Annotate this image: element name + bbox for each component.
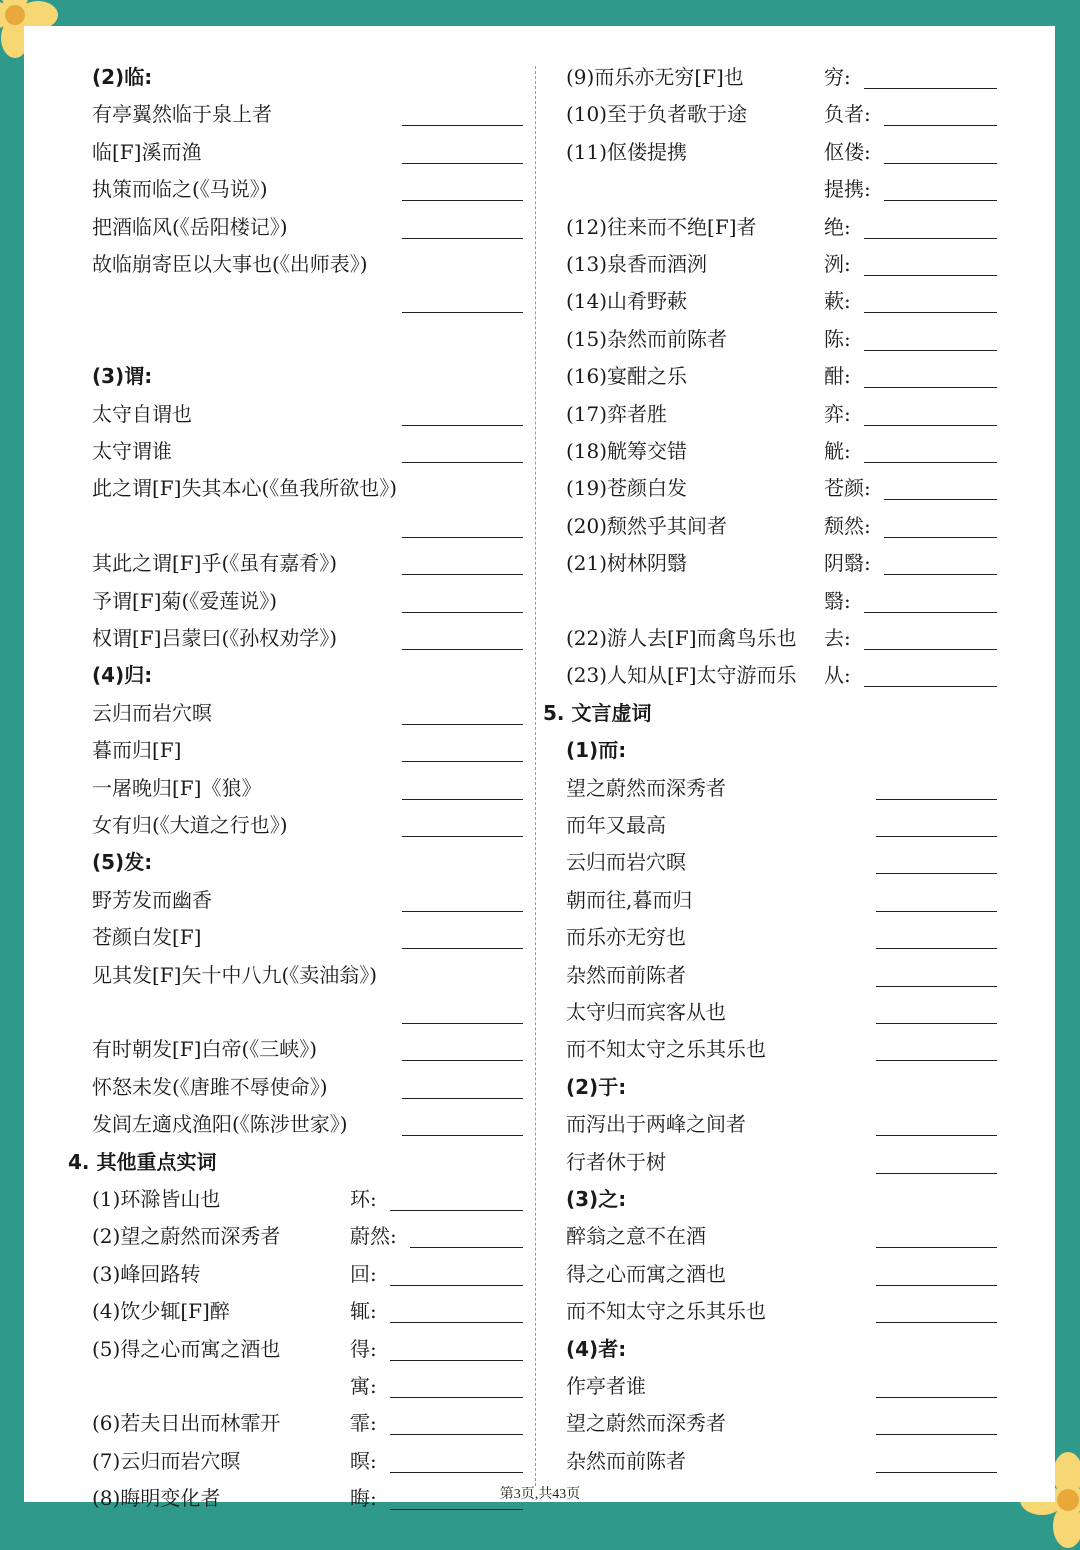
right_column-row: [566, 586, 997, 616]
left_column-row: [92, 1334, 523, 1364]
item-text: (14)山肴野蔌: [566, 289, 688, 314]
answer-blank[interactable]: [876, 836, 997, 837]
answer-blank[interactable]: [876, 986, 997, 987]
answer-blank[interactable]: [402, 649, 523, 650]
answer-blank[interactable]: [864, 312, 997, 313]
left_column-row: [92, 1184, 523, 1214]
subsection-heading: (3)谓:: [92, 364, 153, 389]
answer-blank[interactable]: [402, 125, 523, 126]
item-text: 作亭者谁: [566, 1374, 646, 1398]
right_column-row: [566, 249, 997, 279]
right_column-row: [566, 960, 997, 990]
item-text: (16)宴酣之乐: [566, 364, 688, 389]
item-text: 而泻出于两峰之间者: [566, 1112, 746, 1137]
answer-blank[interactable]: [402, 537, 523, 538]
answer-key-label: 得:: [350, 1336, 377, 1361]
right_column-row: [566, 885, 997, 915]
item-text: 而年又最高: [566, 813, 666, 837]
answer-blank[interactable]: [390, 1509, 523, 1510]
answer-blank[interactable]: [864, 275, 997, 276]
item-text: 杂然而前陈者: [566, 1448, 686, 1473]
left_column-row: [92, 324, 523, 354]
answer-key-label: 翳:: [824, 588, 851, 613]
right_column-row: [566, 1147, 997, 1177]
section-heading: 4. 其他重点实词: [68, 1149, 217, 1174]
right_column-row: [543, 698, 997, 728]
right_column-row: [566, 810, 997, 840]
item-text: (15)杂然而前陈者: [566, 326, 728, 351]
left_column-row: [92, 137, 523, 167]
answer-blank[interactable]: [864, 462, 997, 463]
answer-key-label: 蔌:: [824, 289, 851, 314]
left_column-row: [92, 810, 523, 840]
left_column-row: [92, 548, 523, 578]
answer-blank[interactable]: [864, 88, 997, 89]
left_column-row: [92, 1371, 523, 1401]
answer-blank[interactable]: [390, 1322, 523, 1323]
item-text: 把酒临风(《岳阳楼记》): [92, 214, 288, 239]
left_column-row: [92, 922, 523, 952]
left_column-row: [92, 62, 523, 92]
answer-blank[interactable]: [402, 724, 523, 725]
left_column-row: [92, 399, 523, 429]
item-text: (9)而乐亦无穷[F]也: [566, 65, 744, 89]
left_column-row: [92, 660, 523, 690]
answer-blank[interactable]: [876, 911, 997, 912]
item-text: 故临崩寄臣以大事也(《出师表》): [92, 252, 368, 276]
right_column-row: [566, 623, 997, 653]
item-text: (3)峰回路转: [92, 1261, 201, 1286]
right_column-row: [566, 62, 997, 92]
section-heading: 5. 文言虚词: [543, 700, 652, 725]
left_column-row: [92, 586, 523, 616]
item-text: 予谓[F]菊(《爱莲说》): [92, 588, 278, 613]
left_column-row: [92, 436, 523, 466]
item-text: (1)环滁皆山也: [92, 1187, 221, 1211]
right_column-row: [566, 99, 997, 129]
answer-key-label: 回:: [350, 1261, 377, 1286]
item-text: 望之蔚然而深秀者: [566, 1411, 726, 1436]
answer-blank[interactable]: [410, 1247, 523, 1248]
right_column-row: [566, 511, 997, 541]
subsection-heading: (2)于:: [566, 1074, 627, 1099]
right_column-row: [566, 1072, 997, 1102]
answer-key-label: 提携:: [824, 177, 871, 202]
left_column-row: [92, 511, 523, 541]
right_column-row: [566, 1109, 997, 1139]
answer-blank[interactable]: [876, 1135, 997, 1136]
answer-blank[interactable]: [864, 612, 997, 613]
subsection-heading: (4)归:: [92, 663, 153, 688]
left_column-row: [68, 1147, 523, 1177]
item-text: 苍颜白发[F]: [92, 925, 202, 950]
answer-blank[interactable]: [390, 1472, 523, 1473]
item-text: (11)伛偻提携: [566, 139, 688, 164]
answer-blank[interactable]: [864, 425, 997, 426]
left_column-row: [92, 99, 523, 129]
right_column-row: [566, 1034, 997, 1064]
item-text: (8)晦明变化者: [92, 1486, 221, 1511]
column-divider: [535, 66, 536, 1486]
answer-blank[interactable]: [876, 1397, 997, 1398]
left_column-row: [92, 473, 523, 503]
right_column-row: [566, 1446, 997, 1476]
answer-blank[interactable]: [864, 350, 997, 351]
answer-blank[interactable]: [876, 1247, 997, 1248]
item-text: 此之谓[F]失其本心(《鱼我所欲也》): [92, 476, 398, 501]
answer-blank[interactable]: [402, 163, 523, 164]
answer-key-label: 晦:: [350, 1486, 377, 1511]
left_column-row: [92, 1072, 523, 1102]
answer-blank[interactable]: [402, 1023, 523, 1024]
answer-key-label: 陈:: [824, 326, 851, 351]
item-text: (12)往来而不绝[F]者: [566, 214, 757, 239]
answer-blank[interactable]: [402, 612, 523, 613]
answer-blank[interactable]: [864, 649, 997, 650]
answer-key-label: 伛偻:: [824, 139, 871, 164]
item-text: 行者休于树: [566, 1149, 666, 1174]
answer-key-label: 颓然:: [824, 513, 871, 538]
left_column-row: [92, 1109, 523, 1139]
answer-blank[interactable]: [402, 1098, 523, 1099]
answer-key-label: 霏:: [350, 1411, 377, 1436]
answer-blank[interactable]: [402, 200, 523, 201]
left_column-row: [92, 698, 523, 728]
right_column-row: [566, 735, 997, 765]
left_column-row: [92, 1259, 523, 1289]
item-text: (17)弈者胜: [566, 401, 668, 426]
answer-blank[interactable]: [884, 537, 997, 538]
right_column-row: [566, 847, 997, 877]
left_column-row: [92, 212, 523, 242]
answer-blank[interactable]: [402, 799, 523, 800]
answer-blank[interactable]: [876, 873, 997, 874]
item-text: 杂然而前陈者: [566, 962, 686, 987]
answer-blank[interactable]: [402, 574, 523, 575]
item-text: (10)至于负者歌于途: [566, 102, 748, 127]
item-text: 其此之谓[F]乎(《虽有嘉肴》): [92, 551, 338, 576]
answer-blank[interactable]: [402, 836, 523, 837]
answer-key-label: 洌:: [824, 252, 851, 276]
item-text: (4)饮少辄[F]醉: [92, 1299, 230, 1324]
left_column-row: [92, 735, 523, 765]
left_column-row: [92, 1446, 523, 1476]
left_column-row: [92, 1221, 523, 1251]
answer-key-label: 绝:: [824, 214, 851, 239]
item-text: (22)游人去[F]而禽鸟乐也: [566, 626, 797, 650]
item-text: 临[F]溪而渔: [92, 139, 202, 164]
right_column-row: [566, 436, 997, 466]
answer-blank[interactable]: [864, 387, 997, 388]
answer-key-label: 暝:: [350, 1448, 377, 1473]
answer-blank[interactable]: [390, 1285, 523, 1286]
item-text: 而乐亦无穷也: [566, 925, 686, 950]
answer-key-label: 酣:: [824, 364, 851, 389]
answer-blank[interactable]: [876, 1434, 997, 1435]
answer-key-label: 从:: [824, 663, 851, 688]
left_column-row: [92, 623, 523, 653]
left_column-row: [92, 997, 523, 1027]
left_column-row: [92, 361, 523, 391]
answer-blank[interactable]: [402, 425, 523, 426]
item-text: (21)树林阴翳: [566, 551, 688, 576]
item-text: 有时朝发[F]白帝(《三峡》): [92, 1037, 318, 1062]
answer-blank[interactable]: [876, 1285, 997, 1286]
left_column-row: [92, 249, 523, 279]
page-footer: 第3页,共43页: [499, 1487, 581, 1502]
answer-key-label: 穷:: [824, 65, 851, 89]
answer-blank[interactable]: [876, 1472, 997, 1473]
answer-key-label: 弈:: [824, 401, 851, 426]
right_column-row: [566, 922, 997, 952]
subsection-heading: (5)发:: [92, 850, 153, 875]
left_column-row: [92, 286, 523, 316]
left_column-row: [92, 174, 523, 204]
right_column-row: [566, 1371, 997, 1401]
item-text: (18)觥筹交错: [566, 439, 688, 463]
answer-blank[interactable]: [402, 312, 523, 313]
right_column-row: [566, 399, 997, 429]
answer-blank[interactable]: [402, 948, 523, 949]
left_column-row: [92, 773, 523, 803]
item-text: 太守归而宾客从也: [566, 1000, 726, 1024]
answer-blank[interactable]: [876, 1322, 997, 1323]
right_column-row: [566, 1221, 997, 1251]
left_column-row: [92, 960, 523, 990]
item-text: (23)人知从[F]太守游而乐: [566, 663, 797, 688]
worksheet-page: [24, 26, 1055, 1511]
item-text: 野芳发而幽香: [92, 887, 212, 912]
right_column-row: [566, 548, 997, 578]
answer-blank[interactable]: [876, 799, 997, 800]
answer-blank[interactable]: [884, 200, 997, 201]
item-text: 权谓[F]吕蒙曰(《孙权劝学》): [92, 626, 338, 650]
subsection-heading: (2)临:: [92, 65, 153, 89]
answer-blank[interactable]: [402, 1060, 523, 1061]
item-text: (19)苍颜白发: [566, 476, 688, 501]
item-text: (7)云归而岩穴暝: [92, 1448, 241, 1473]
answer-key-label: 阴翳:: [824, 551, 871, 576]
right_column-row: [566, 1259, 997, 1289]
right_column-row: [566, 1184, 997, 1214]
item-text: 发闾左適戍渔阳(《陈涉世家》): [92, 1112, 348, 1137]
right_column-row: [566, 361, 997, 391]
answer-blank[interactable]: [390, 1360, 523, 1361]
answer-blank[interactable]: [884, 163, 997, 164]
right_column-row: [566, 473, 997, 503]
item-text: 暮而归[F]: [92, 738, 182, 763]
item-text: 太守谓谁: [92, 439, 172, 463]
item-text: 云归而岩穴暝: [92, 700, 212, 725]
item-text: (5)得之心而寓之酒也: [92, 1336, 281, 1361]
right_column-row: [566, 773, 997, 803]
left_column-row: [92, 885, 523, 915]
answer-blank[interactable]: [884, 125, 997, 126]
answer-key-label: 寓:: [350, 1374, 377, 1398]
right_column-row: [566, 660, 997, 690]
answer-blank[interactable]: [884, 499, 997, 500]
answer-blank[interactable]: [876, 1173, 997, 1174]
right_column-row: [566, 1296, 997, 1326]
item-text: 得之心而寓之酒也: [566, 1261, 726, 1286]
item-text: 而不知太守之乐其乐也: [566, 1299, 766, 1324]
answer-blank[interactable]: [390, 1434, 523, 1435]
item-text: 而不知太守之乐其乐也: [566, 1037, 766, 1062]
right_column-row: [566, 286, 997, 316]
left_column-row: [92, 847, 523, 877]
answer-blank[interactable]: [402, 462, 523, 463]
item-text: 太守自谓也: [92, 401, 192, 426]
answer-blank[interactable]: [884, 574, 997, 575]
item-text: 一屠晚归[F]《狼》: [92, 775, 262, 800]
left_column-row: [92, 1034, 523, 1064]
item-text: 执策而临之(《马说》): [92, 177, 268, 202]
item-text: 怀怒未发(《唐雎不辱使命》): [92, 1074, 328, 1099]
right_column-row: [566, 324, 997, 354]
item-text: 云归而岩穴暝: [566, 850, 686, 875]
item-text: 醉翁之意不在酒: [566, 1224, 706, 1249]
right_column-row: [566, 212, 997, 242]
item-text: (6)若夫日出而林霏开: [92, 1411, 281, 1436]
answer-blank[interactable]: [864, 686, 997, 687]
right_column-row: [566, 174, 997, 204]
answer-blank[interactable]: [402, 1135, 523, 1136]
item-text: (20)颓然乎其间者: [566, 513, 728, 538]
answer-blank[interactable]: [390, 1397, 523, 1398]
left_column-row: [92, 1408, 523, 1438]
answer-key-label: 觥:: [824, 439, 851, 463]
subsection-heading: (1)而:: [566, 738, 627, 763]
answer-key-label: 去:: [824, 626, 851, 650]
answer-blank[interactable]: [402, 911, 523, 912]
item-text: 有亭翼然临于泉上者: [92, 102, 272, 127]
item-text: (2)望之蔚然而深秀者: [92, 1224, 281, 1249]
answer-blank[interactable]: [864, 238, 997, 239]
right_column-row: [566, 1408, 997, 1438]
answer-key-label: 蔚然:: [350, 1224, 397, 1249]
answer-key-label: 苍颜:: [824, 476, 871, 501]
left_column-row: [92, 1296, 523, 1326]
answer-key-label: 环:: [350, 1187, 377, 1211]
answer-blank[interactable]: [876, 1023, 997, 1024]
right_column-row: [566, 137, 997, 167]
answer-key-label: 辄:: [350, 1299, 377, 1324]
answer-blank[interactable]: [402, 761, 523, 762]
answer-blank[interactable]: [876, 948, 997, 949]
answer-blank[interactable]: [402, 238, 523, 239]
item-text: 女有归(《大道之行也》): [92, 813, 288, 837]
item-text: (13)泉香而酒洌: [566, 252, 708, 276]
item-text: 望之蔚然而深秀者: [566, 775, 726, 800]
subsection-heading: (3)之:: [566, 1187, 627, 1211]
item-text: 见其发[F]矢十中八九(《卖油翁》): [92, 962, 378, 987]
answer-blank[interactable]: [390, 1210, 523, 1211]
item-text: 朝而往,暮而归: [566, 887, 693, 912]
right_column-row: [566, 997, 997, 1027]
answer-blank[interactable]: [876, 1060, 997, 1061]
subsection-heading: (4)者:: [566, 1336, 627, 1361]
right_column-row: [566, 1334, 997, 1364]
answer-key-label: 负者:: [824, 102, 871, 127]
